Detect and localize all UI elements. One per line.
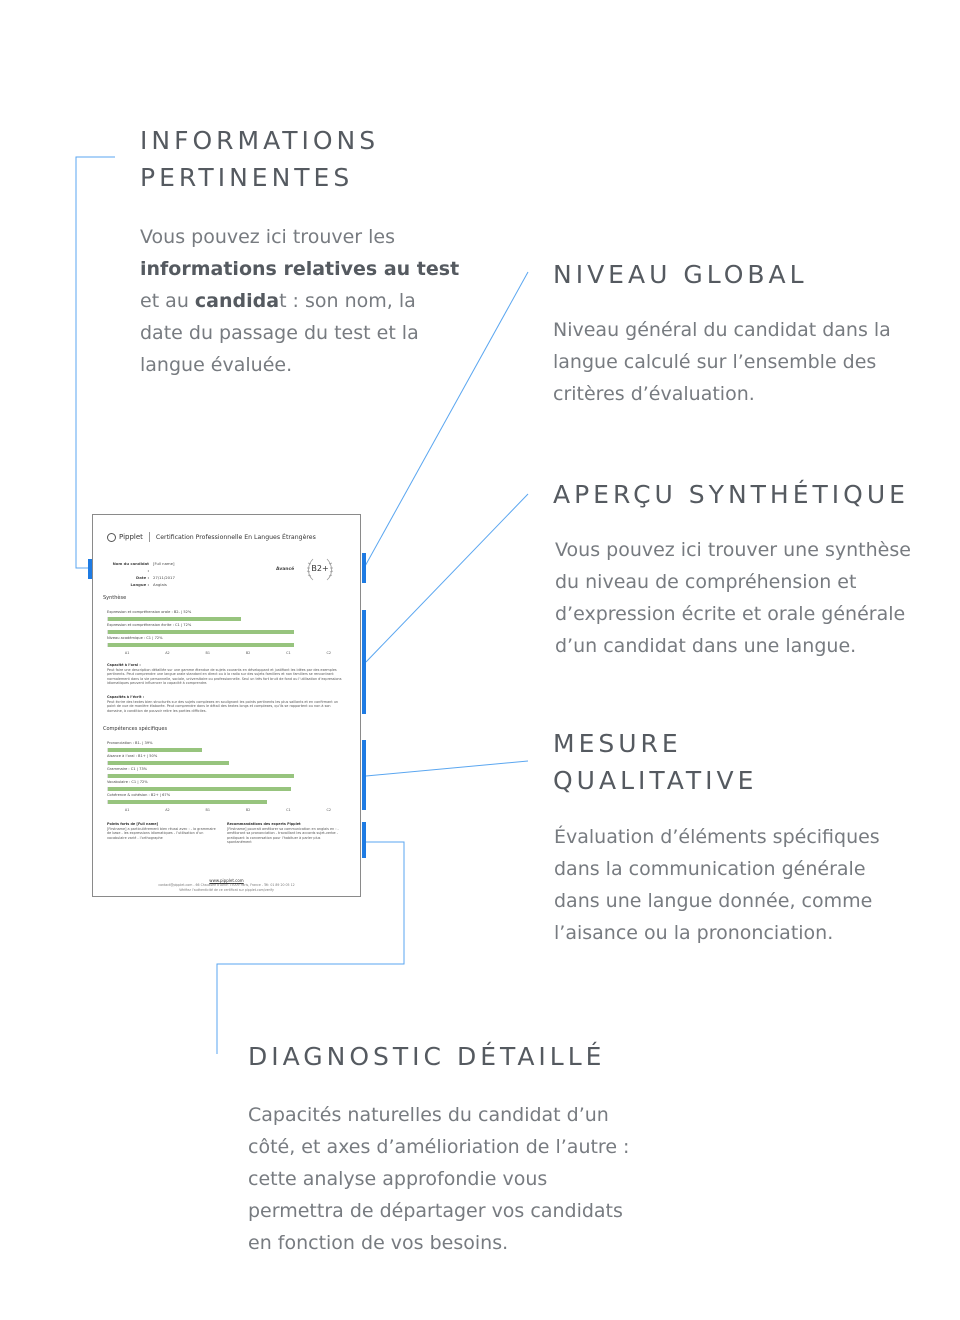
- marker-mesure: [362, 740, 366, 810]
- competences-title: Compétences spécifiques: [103, 726, 168, 732]
- info-row: Nom du candidat : [Full name]: [112, 561, 175, 573]
- bar-fill: [108, 761, 229, 765]
- capacite-ecrite: Capacités à l’écrit : Peut écrire des textes bien structurés sur des sujets complexes en soulignant les points pertinents les plus saillants et en confirmant un point de vue de manière élaborée. Peut comprendre dans le détail des textes longs et complexes, qu’ils se rapportent ou non à son domaine, à condition de pouvoir relire les parties difficiles.: [107, 695, 339, 713]
- level-scale: A1 A2 B1 B2 C1 C2: [124, 651, 332, 655]
- marker-apercu: [362, 610, 366, 714]
- header-divider: [149, 532, 150, 542]
- level-scale: A1 A2 B1 B2 C1 C2: [124, 808, 332, 812]
- connector-mesure: [366, 761, 528, 776]
- level-badge-text: B2+: [311, 564, 329, 573]
- pipplet-logo-icon: [107, 533, 116, 542]
- diagnostic-columns: [107, 822, 347, 845]
- bar-fill: [108, 800, 267, 804]
- synthese-title: Synthèse: [103, 595, 127, 601]
- bar-fill: [108, 643, 294, 647]
- bar-fill: [108, 787, 291, 791]
- apercu-text: Vous pouvez ici trouver une synthèse du niveau de compréhension et d’expression écrite et orale générale d’un candidat dans une langue.: [555, 539, 911, 657]
- certificate-preview: [92, 514, 361, 897]
- bar-row: Aisance à l’oral : B1+ | 50%: [107, 754, 349, 767]
- mesure-text: Évaluation d’éléments spécifiques dans la communication générale dans une langue donnée, comme l’aisance ou la prononciation.: [554, 826, 880, 944]
- footer-line: Vérifiez l’authenticité de ce certificat sur pipplet.com/verify: [179, 887, 274, 892]
- bar-fill: [108, 617, 241, 621]
- bar-fill: [108, 748, 202, 752]
- info-row: Date : 27/11/2017: [136, 575, 175, 580]
- connector-apercu: [366, 494, 528, 662]
- certificate-title: Certification Professionnelle En Langues Étrangères: [155, 533, 316, 541]
- capacite-orale: Capacité à l’oral : Peut faire une description détaillée sur une gamme étendue de sujets courants en développant et justifiant les idées par des exemples pertinents. Peut comprendre une langue orale standard en direct ou à la radio sur des sujets familiers et non familiers se rencontrant normalement dans la vie personnelle, sociale, universitaire ou professionnelle. Seul un très fort bruit de fond ou l’utilisation d’expressions idiomatiques peuvent influencer la capacité à comprendre.: [107, 663, 342, 686]
- points-forts: Points forts de [Full name] [Firstname] a particulièrement bien réussi avec : - la grammaire de base - les expressions idiomatiques - l’utilisation d’un vocabulaire varié - l’orthographe: [107, 822, 216, 840]
- bar-row: Prononciation : B1- | 39%: [107, 741, 349, 754]
- recommandations: Recommandations des experts Pipplet [Firstname] pourrait améliorer sa communication en anglais en : - améliorant sa prononciation - travaillant les accords sujet-verbe - pratiquant la conversation pour l’habituer à parler plus spontanément: [227, 822, 339, 845]
- apercu-title: APERÇU SYNTHÉTIQUE: [553, 480, 909, 509]
- pipplet-logo-text: Pipplet: [119, 533, 143, 541]
- level-badge: [305, 555, 335, 585]
- marker-niveau: [362, 553, 366, 583]
- bar-row: Cohérence & cohésion : B2+ | 67%: [107, 793, 349, 806]
- footer-line: contact@pipplet.com - 66 Chaussée d’Antin 75009 Paris, France - Tél: 01 89 20 05 12: [158, 883, 295, 888]
- info-row: Langue : Anglais: [130, 582, 167, 587]
- bar-row: Niveau académique : C1 | 72%: [107, 636, 349, 649]
- candidate-info: [111, 560, 175, 588]
- informations-title: INFORMATIONS PERTINENTES: [140, 126, 380, 192]
- informations-text: Vous pouvez ici trouver les informations relatives au test et au candidat : son nom, la date du passage du test et la langue évaluée.: [140, 226, 460, 376]
- diagnostic-text: Capacités naturelles du candidat d’un côté, et axes d’amélioriation de l’autre : cette analyse approfondie vous permettra de départager vos candidats en fonction de vos besoins.: [248, 1104, 630, 1254]
- bar-fill: [108, 774, 294, 778]
- niveau-title: NIVEAU GLOBAL: [553, 260, 808, 289]
- level-label: Avancé: [276, 567, 295, 572]
- bar-fill: [108, 630, 294, 634]
- certificate-header: [107, 532, 316, 542]
- bar-row: Vocabulaire : C1 | 72%: [107, 780, 349, 793]
- footer-url: www.pipplet.com: [209, 878, 244, 883]
- connector-informations: [76, 157, 115, 568]
- competences-bars: [107, 741, 349, 812]
- diagnostic-title: DIAGNOSTIC DÉTAILLÉ: [248, 1042, 606, 1071]
- certificate-footer: [93, 879, 360, 892]
- bar-row: Expression et compréhension orale : B2- | 52%: [107, 610, 349, 623]
- bar-row: Expression et compréhension écrite : C1 | 72%: [107, 623, 349, 636]
- marker-diagnostic: [362, 822, 366, 858]
- mesure-title: MESURE QUALITATIVE: [553, 729, 758, 795]
- niveau-text: Niveau général du candidat dans la langue calculé sur l’ensemble des critères d’évaluation.: [553, 319, 891, 405]
- synthese-bars: [107, 610, 349, 655]
- bar-row: Grammaire : C1 | 73%: [107, 767, 349, 780]
